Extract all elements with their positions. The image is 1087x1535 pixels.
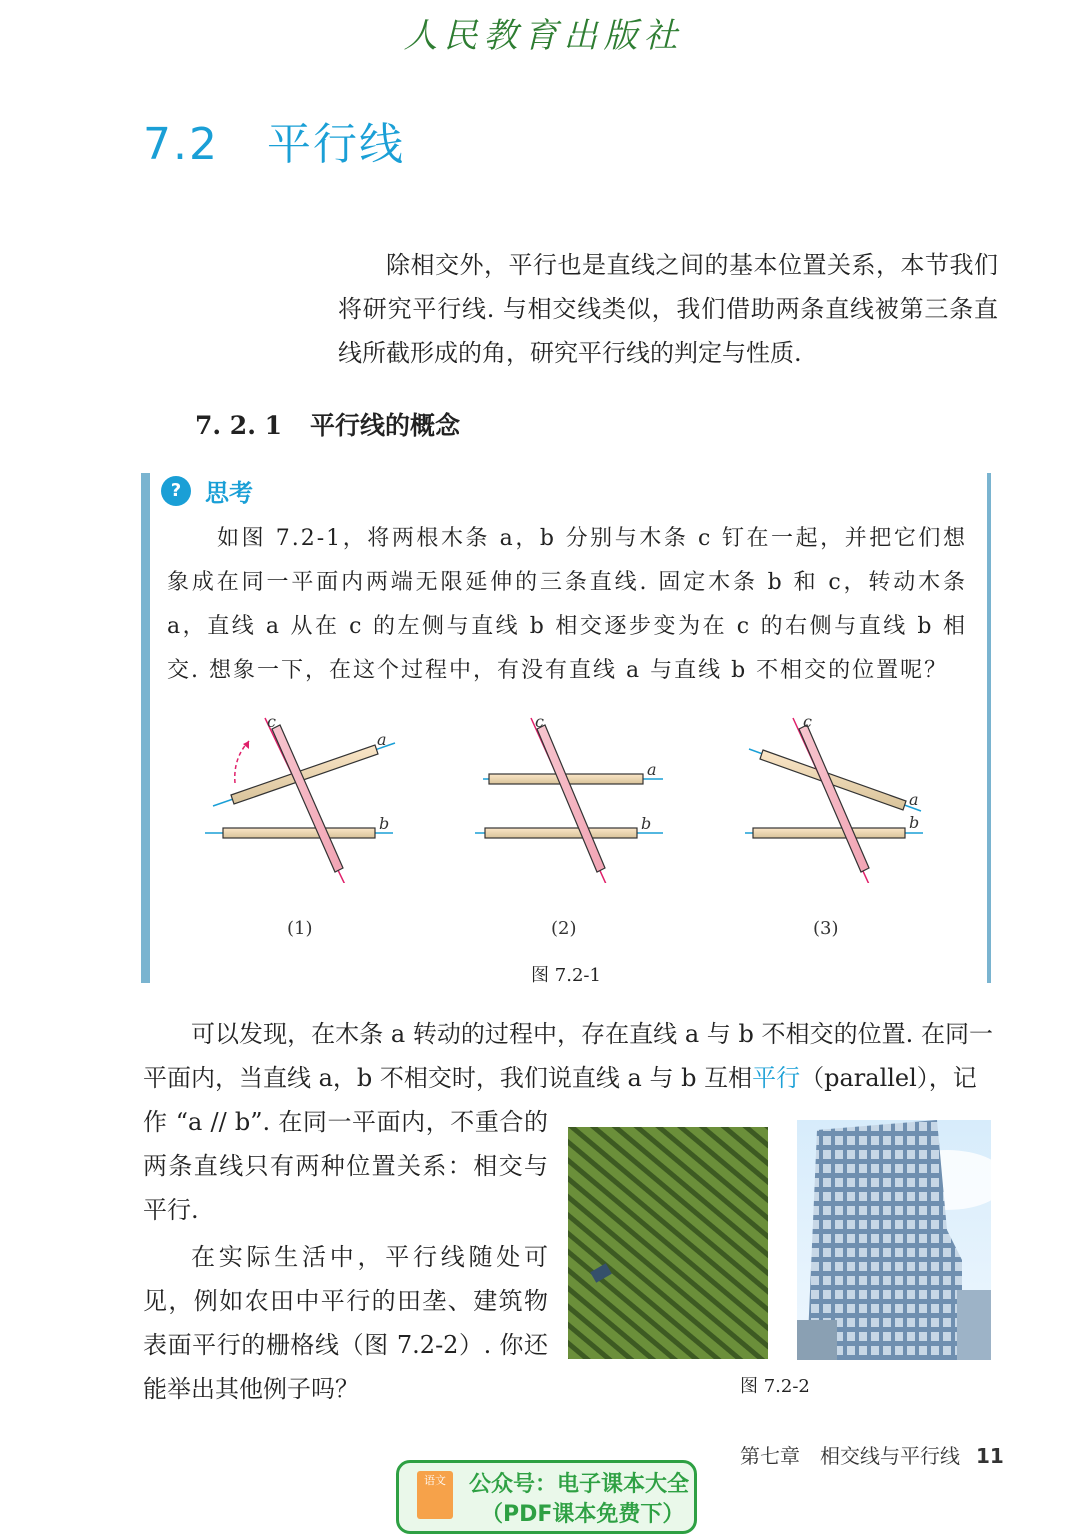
- sublabel-2: (2): [551, 918, 577, 939]
- strip-c-3: [799, 725, 869, 872]
- think-right-bar: [987, 473, 991, 983]
- banner-line-1: 公众号：电子课本大全: [469, 1472, 690, 1497]
- intro-paragraph: 除相交外，平行也是直线之间的基本位置关系，本节我们将研究平行线. 与相交线类似，我们借助两条直线被第三条直线所截形成的角，研究平行线的判定与性质.: [338, 251, 998, 367]
- think-text: 如图 7.2-1，将两根木条 a，b 分别与木条 c 钉在一起，并把它们想象成在同一平面内两端无限延伸的三条直线. 固定木条 b 和 c，转动木条 a，直线 a 从在 c 的左侧与直线 b 相交逐步变为在 c 的右侧与直线 b 相交. 想象一下，在这个过程中，有没有直线 a 与直线 b 不相交的位置呢？: [167, 526, 967, 683]
- label-b-2: b: [641, 814, 652, 833]
- think-left-bar: [141, 473, 150, 983]
- keyword-parallel: 平行: [752, 1064, 801, 1092]
- sublabel-1: (1): [287, 918, 313, 939]
- strip-c-2: [537, 725, 605, 872]
- page-number: 11: [976, 1444, 1004, 1468]
- label-a-1: a: [377, 730, 387, 749]
- subsection-title: [195, 406, 460, 442]
- panel-2: [475, 712, 663, 883]
- publisher-logo: 人民教育出版社: [403, 16, 684, 56]
- panel-1: [205, 712, 395, 883]
- label-b-1: b: [379, 814, 390, 833]
- banner-line-2: （PDF课本免费下）: [481, 1502, 685, 1527]
- strip-b-3: [753, 828, 905, 838]
- label-c-2: c: [535, 712, 544, 731]
- promo-banner[interactable]: [396, 1460, 697, 1534]
- label-a-3: a: [909, 790, 919, 809]
- paragraph-examples: 在实际生活中，平行线随处可见，例如农田中平行的田垄、建筑物表面平行的栅格线（图 7.2-2）. 你还能举出其他例子吗？: [143, 1243, 548, 1403]
- section-number: 7.2: [143, 119, 219, 170]
- sublabel-3: (3): [813, 918, 839, 939]
- strip-b-1: [223, 828, 375, 838]
- section-name: 平行线: [266, 119, 405, 170]
- para1-text-end: （parallel），记: [800, 1064, 977, 1092]
- label-c-3: c: [803, 712, 812, 731]
- think-title: 思考: [205, 479, 253, 507]
- chapter-label: 第七章 相交线与平行线: [740, 1444, 960, 1468]
- strip-b-2: [485, 828, 637, 838]
- paragraph-parallel-definition: [143, 1012, 993, 1100]
- panel-3: [745, 712, 923, 883]
- page-footer: [740, 1440, 1004, 1469]
- figure-caption-7-2-2: 图 7.2-2: [740, 1376, 810, 1397]
- figure-caption-7-2-1: 图 7.2-1: [531, 965, 601, 986]
- label-c-1: c: [267, 712, 276, 731]
- farmland-photo: [568, 1127, 768, 1359]
- paragraph-notation: 作 “a // b”. 在同一平面内，不重合的两条直线只有两种位置关系：相交与平行.: [143, 1108, 548, 1224]
- strip-c-1: [272, 725, 343, 872]
- figure-wooden-strips: [201, 703, 981, 883]
- rotation-arrow-1: [235, 741, 249, 783]
- subsection-name: 平行线的概念: [310, 411, 461, 440]
- think-box: [141, 473, 991, 986]
- label-b-3: b: [909, 813, 920, 832]
- subsection-number: 7. 2. 1: [195, 411, 282, 440]
- book-icon: 语文: [417, 1471, 453, 1519]
- lightbulb-icon: ?: [161, 476, 191, 506]
- label-a-2: a: [647, 760, 657, 779]
- building-photo: [797, 1120, 991, 1360]
- para1-text: 可以发现，在木条 a 转动的过程中，存在直线 a 与 b 不相交的位置. 在同一平面内，当直线 a，b 不相交时，我们说直线 a 与 b 互相: [143, 1020, 993, 1092]
- section-title: [143, 108, 405, 172]
